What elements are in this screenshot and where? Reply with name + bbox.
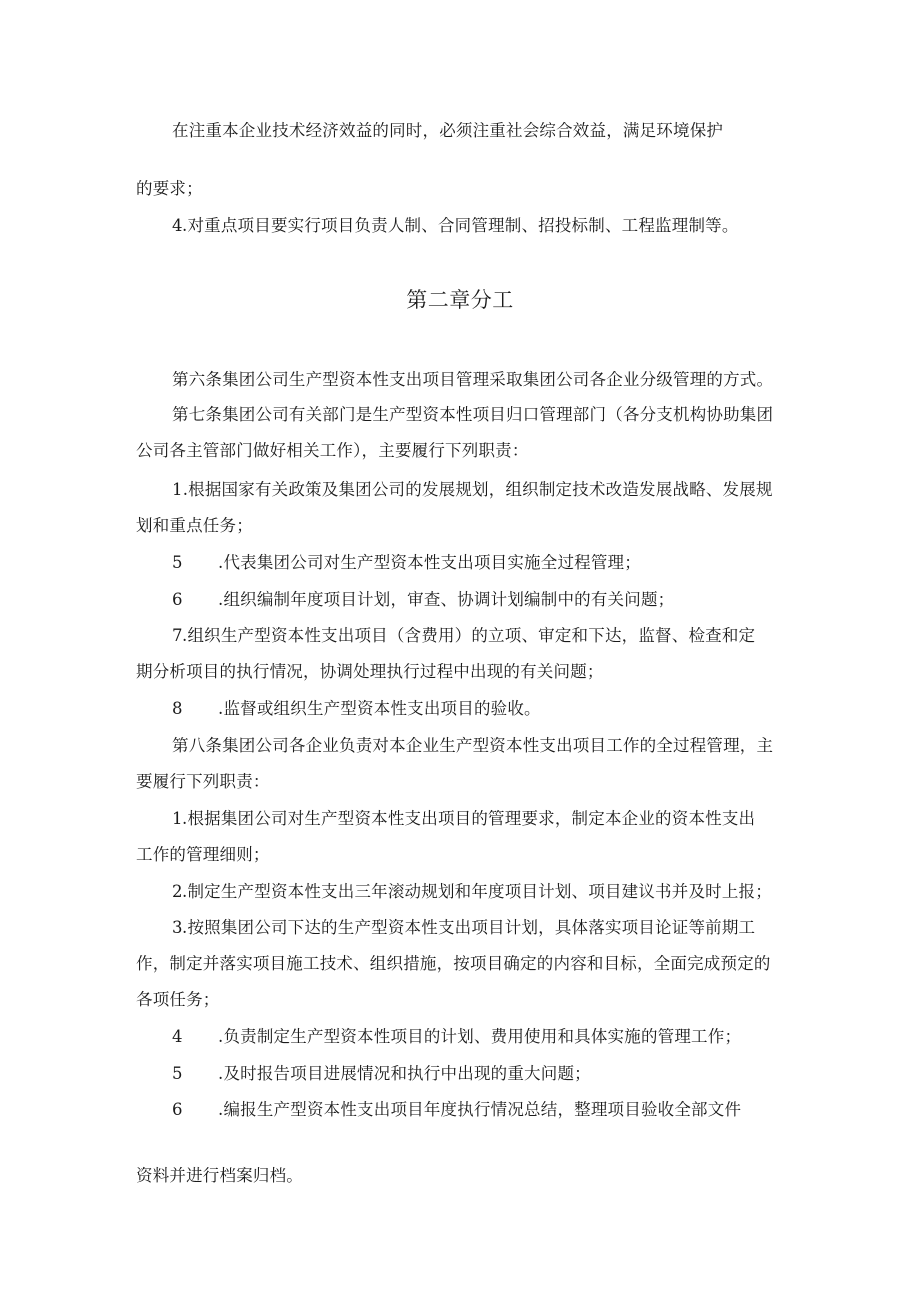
list-number: 7 — [172, 626, 183, 645]
list-number: 4 — [172, 216, 183, 235]
list-item: 6 .组织编制年度项目计划，审查、协调计划编制中的有关问题； — [172, 590, 675, 609]
list-item-continuation: 划和重点任务； — [136, 516, 253, 535]
list-item: 4.对重点项目要实行项目负责人制、合同管理制、招投标制、工程监理制等。 — [172, 216, 739, 235]
list-number: 8 — [172, 699, 183, 718]
list-item: 5 .代表集团公司对生产型资本性支出项目实施全过程管理； — [172, 553, 641, 572]
list-item: 5 .及时报告项目进展情况和执行中出现的重大问题； — [172, 1064, 591, 1083]
list-number: 5 — [172, 553, 183, 572]
paragraph-line: 在注重本企业技术经济效益的同时，必须注重社会综合效益，满足环境保护 — [172, 121, 724, 140]
list-item: 7.组织生产型资本性支出项目（含费用）的立项、审定和下达，监督、检查和定 — [172, 626, 756, 645]
list-item-continuation: 各项任务； — [136, 990, 220, 1009]
list-item-continuation: 期分析项目的执行情况，协调处理执行过程中出现的有关问题； — [136, 662, 604, 681]
list-item: 4 .负责制定生产型资本性项目的计划、费用使用和具体实施的管理工作； — [172, 1027, 742, 1046]
list-item-continuation: 工作的管理细则； — [136, 845, 270, 864]
article-line: 第六条集团公司生产型资本性支出项目管理采取集团公司各企业分级管理的方式。 — [172, 370, 774, 389]
list-number: 1 — [172, 809, 183, 828]
list-item-continuation: 资料并进行档案归档。 — [136, 1166, 303, 1185]
list-number: 4 — [172, 1027, 183, 1046]
list-item: 8 .监督或组织生产型资本性支出项目的验收。 — [172, 699, 541, 718]
list-item-continuation: 作，制定并落实项目施工技术、组织措施，按项目确定的内容和目标，全面完成预定的 — [136, 954, 771, 973]
list-item: 1.根据集团公司对生产型资本性支出项目的管理要求，制定本企业的资本性支出 — [172, 809, 756, 828]
list-number: 6 — [172, 590, 183, 609]
list-number: 3 — [172, 918, 183, 937]
list-item: 1.根据国家有关政策及集团公司的发展规划，组织制定技术改造发展战略、发展规 — [172, 480, 773, 499]
chapter-heading: 第二章分工 — [406, 288, 514, 312]
list-number: 6 — [172, 1100, 183, 1119]
list-number: 2 — [172, 882, 183, 901]
article-line: 第八条集团公司各企业负责对本企业生产型资本性支出项目工作的全过程管理，主 — [172, 736, 774, 755]
article-line: 要履行下列职责： — [136, 772, 270, 791]
list-item: 6 .编报生产型资本性支出项目年度执行情况总结，整理项目验收全部文件 — [172, 1100, 742, 1119]
list-item: 2.制定生产型资本性支出三年滚动规划和年度项目计划、项目建议书并及时上报； — [172, 882, 772, 901]
paragraph-line: 的要求； — [136, 179, 203, 198]
article-line: 第七条集团公司有关部门是生产型资本性项目归口管理部门（各分支机构协助集团 — [172, 405, 774, 424]
list-number: 5 — [172, 1064, 183, 1083]
article-line: 公司各主管部门做好相关工作），主要履行下列职责： — [136, 441, 529, 460]
list-item: 3.按照集团公司下达的生产型资本性支出项目计划，具体落实项目论证等前期工 — [172, 918, 756, 937]
